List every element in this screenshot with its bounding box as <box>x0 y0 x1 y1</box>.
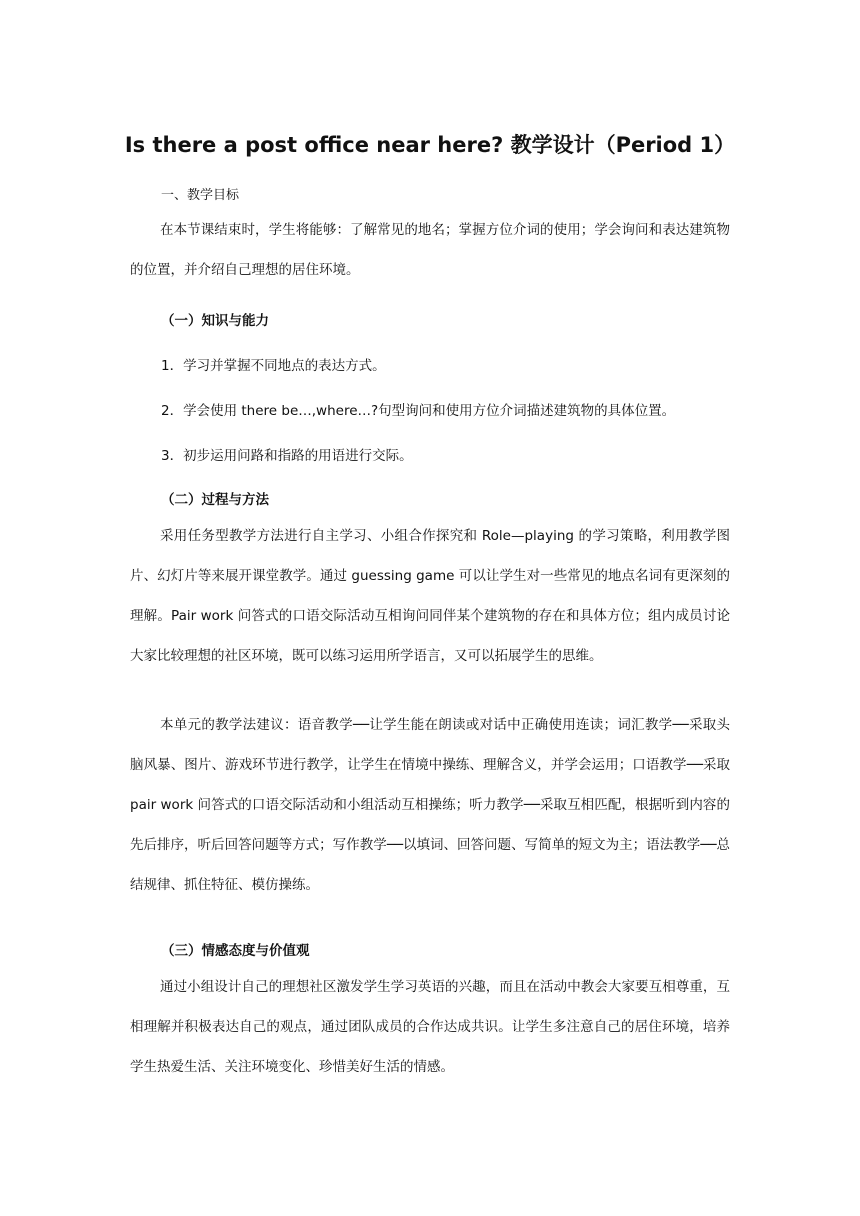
section-heading-objectives: 一、教学目标 <box>161 188 240 203</box>
document-title: Is there a post office near here? 教学设计（Period 1） <box>124 133 736 157</box>
process-paragraph-2: 本单元的教学法建议：语音教学──让学生能在朗读或对话中正确使用连读；词汇教学──采取头脑风暴、图片、游戏环节进行教学，让学生在情境中操练、理解含义，并学会运用；口语教学──采取 pair work 问答式的口语交际活动和小组活动互相操练；听力教学──采取互相匹配，根据听到内容的先后排序，听后回答问题等方式；写作教学──以填词、回答问题、写简单的短文为主；语法教学──总结规律、抓住特征、模仿操练。 <box>130 717 730 893</box>
subsection-heading-values: （三）情感态度与价值观 <box>161 943 310 959</box>
subsection-heading-process: （二）过程与方法 <box>161 492 269 508</box>
knowledge-item-2: 2．学会使用 there be…,where…?句型询问和使用方位介词描述建筑物的具体位置。 <box>161 403 676 419</box>
knowledge-item-3: 3．初步运用问路和指路的用语进行交际。 <box>161 448 413 464</box>
process-paragraph-1: 采用任务型教学方法进行自主学习、小组合作探究和 Role—playing 的学习策略，利用教学图片、幻灯片等来展开课堂教学。通过 guessing game 可以让学生对一些常见的地点名词有更深刻的理解。Pair work 问答式的口语交际活动互相询问同伴某个建筑物的存在和具体方位；组内成员讨论大家比较理想的社区环境，既可以练习运用所学语言，又可以拓展学生的思维。 <box>130 528 730 664</box>
knowledge-item-1: 1．学习并掌握不同地点的表达方式。 <box>161 358 386 374</box>
subsection-heading-knowledge: （一）知识与能力 <box>161 313 269 329</box>
values-paragraph: 通过小组设计自己的理想社区激发学生学习英语的兴趣，而且在活动中教会大家要互相尊重，互相理解并积极表达自己的观点，通过团队成员的合作达成共识。让学生多注意自己的居住环境，培养学生热爱生活、关注环境变化、珍惜美好生活的情感。 <box>130 979 730 1075</box>
intro-paragraph: 在本节课结束时，学生将能够：了解常见的地名；掌握方位介词的使用；学会询问和表达建筑物的位置，并介绍自己理想的居住环境。 <box>130 222 730 278</box>
